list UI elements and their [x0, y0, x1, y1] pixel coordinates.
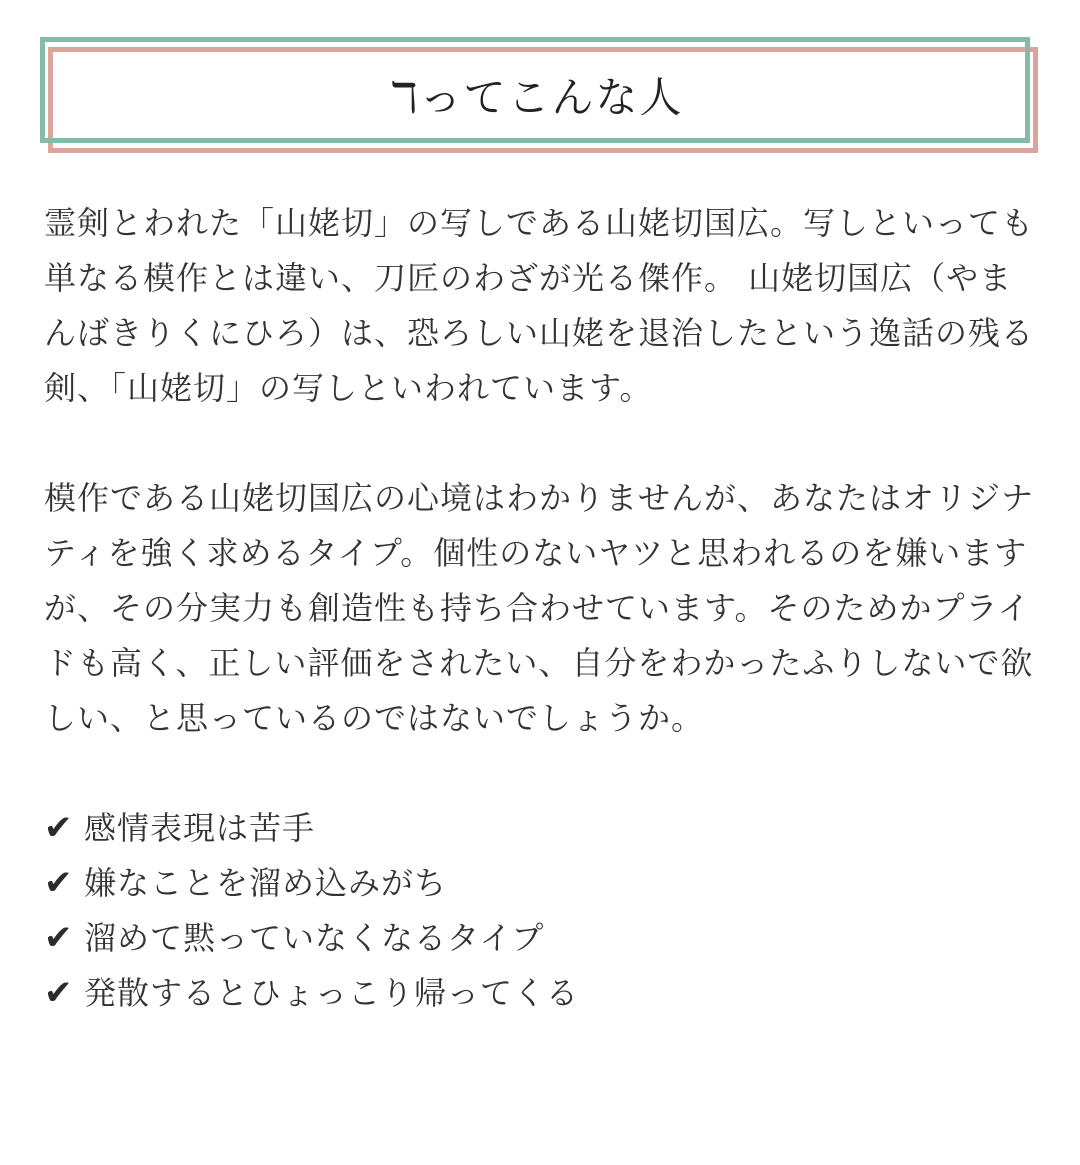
paragraph-personality: 模作である山姥切国広の心境はわかりませんが、あなたはオリジナティを強く求めるタイプ。個性のないヤツと思われるのを嫌いますが、その分実力も創造性も持ち合わせています。そのためかプライドも高く、正しい評価をされたい、自分をわかったふりしないで欲しい、と思っているのではないでしょうか。	[44, 479, 1035, 737]
checkmark-icon: ✔	[44, 973, 74, 1013]
trait-checklist	[44, 801, 1034, 1021]
checkmark-icon: ✔	[44, 863, 74, 903]
checklist-item	[44, 966, 1034, 1021]
checklist-item	[44, 911, 1034, 966]
checklist-item-label: 感情表現は苦手	[84, 809, 316, 847]
section-title-box	[40, 37, 1034, 147]
checkmark-icon: ✔	[44, 918, 74, 958]
checklist-item-label: 嫌なことを溜め込みがち	[84, 864, 448, 902]
checklist-item	[44, 856, 1034, 911]
checkmark-icon: ✔	[44, 808, 74, 848]
paragraph-intro: 霊剣とわれた「山姥切」の写しである山姥切国広。写しといっても単なる模作とは違い、刀匠のわざが光る傑作。 山姥切国広（やまんばきりくにひろ）は、恐ろしい山姥を退治したという逸話の残る剣、「山姥切」の写しといわれています。	[44, 204, 1035, 407]
checklist-item-label: 発散するとひょっこり帰ってくる	[84, 974, 580, 1012]
checklist-item-label: 溜めて黙っていなくなるタイプ	[84, 919, 545, 957]
section-title: ℸってこんな人	[390, 73, 684, 122]
article-body	[44, 196, 1034, 1021]
checklist-item	[44, 801, 1034, 856]
